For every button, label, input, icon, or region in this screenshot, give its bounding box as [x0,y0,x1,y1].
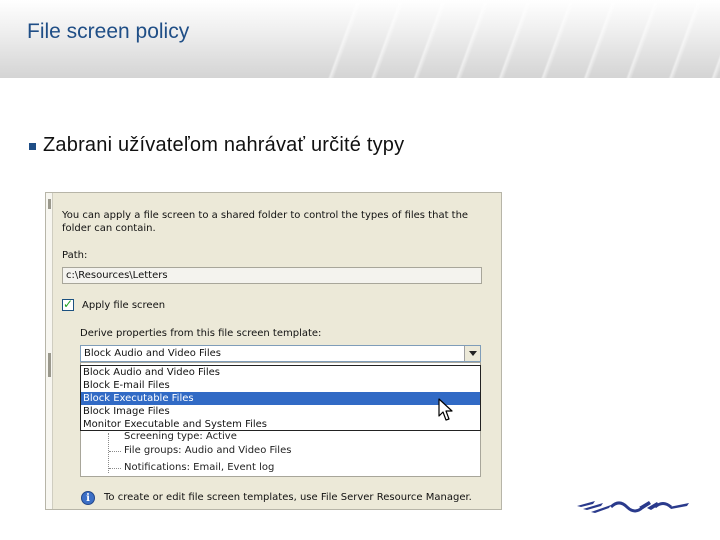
dropdown-option[interactable]: Block Image Files [83,406,170,417]
slide-header [0,0,720,78]
file-screen-dialog [45,192,502,510]
intro-text: You can apply a file screen to a shared folder to control the types of files that the folder can contain. [62,210,469,234]
dialog-left-edge [46,193,53,510]
template-dropdown-list[interactable] [80,365,481,431]
template-label: Derive properties from this file screen template: [80,328,322,339]
bullet-text: Zabrani užívateľom nahrávať určité typy [43,134,405,156]
info-text: To create or edit file screen templates, use File Server Resource Manager. [104,492,472,503]
chevron-down-icon [469,351,477,356]
summary-notifications: Notifications: Email, Event log [124,462,275,473]
apply-file-screen-checkbox[interactable] [62,299,74,311]
tree-connector [108,433,109,473]
slide-title: File screen policy [27,20,190,43]
apply-file-screen-label: Apply file screen [82,300,166,311]
edge-tick [48,353,51,377]
dropdown-option[interactable]: Block E-mail Files [83,380,170,391]
path-field[interactable]: c:\Resources\Letters [62,267,482,284]
dropdown-option-selected[interactable]: Block Executable Files [81,392,480,405]
info-icon: i [81,491,95,505]
edge-tick [48,199,51,209]
header-decoration [320,0,720,78]
template-combobox[interactable] [80,345,481,362]
path-label: Path: [62,250,88,261]
template-selected-value: Block Audio and Video Files [84,348,221,359]
check-mark-icon: ✓ [63,297,74,311]
bullet-square-icon [29,143,36,150]
dropdown-option[interactable]: Block Audio and Video Files [83,367,220,378]
dropdown-button[interactable] [464,346,480,361]
tree-branch [109,468,121,469]
tree-branch [109,451,121,452]
summary-screening-type: Screening type: Active [124,431,237,442]
bullet-item [29,134,404,157]
company-logo [573,495,691,517]
summary-file-groups: File groups: Audio and Video Files [124,445,292,456]
mouse-pointer-icon [438,398,454,422]
dropdown-option[interactable]: Monitor Executable and System Files [83,419,268,430]
